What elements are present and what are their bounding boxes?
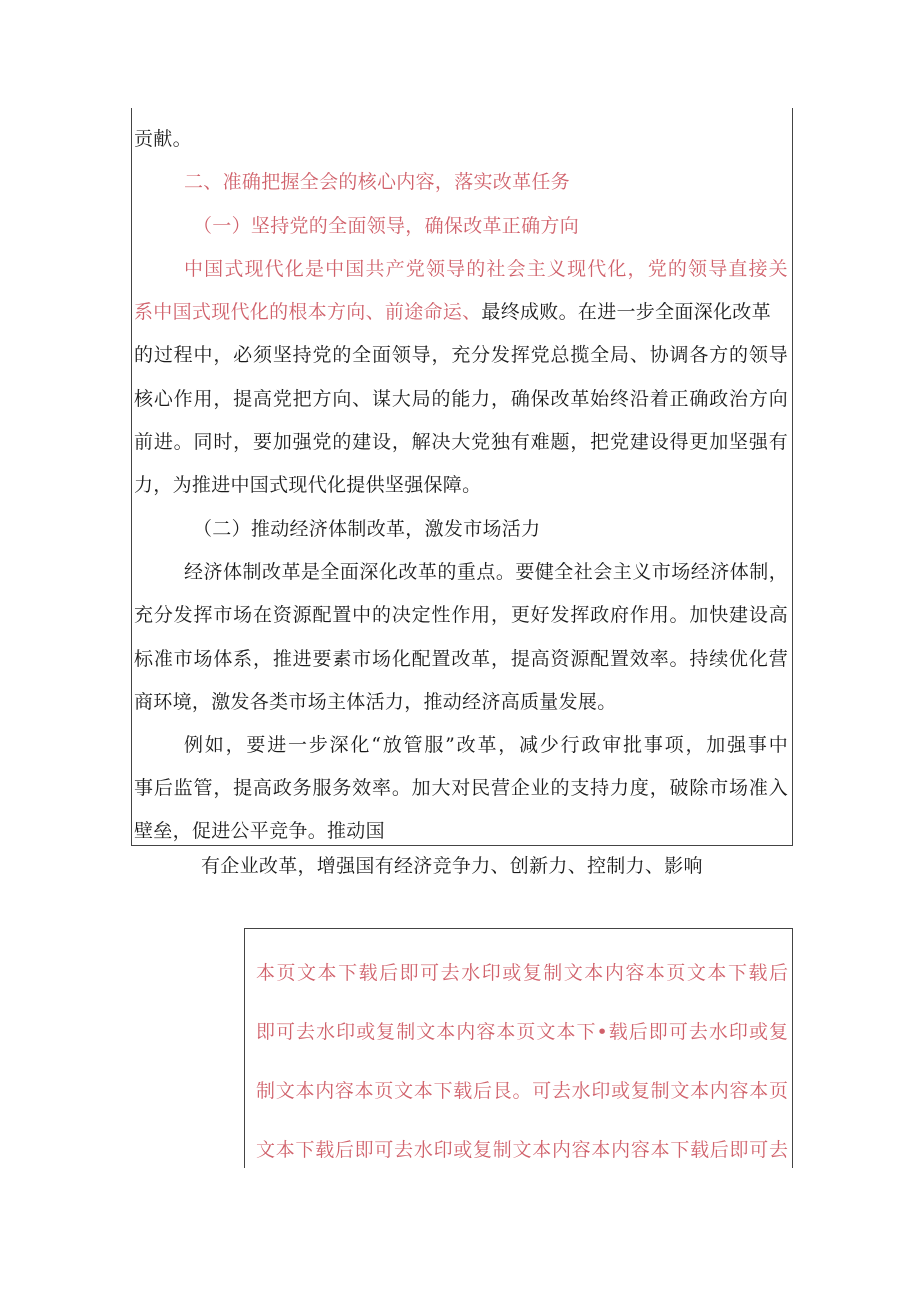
subheading-2: （二）推动经济体制改革，激发市场活力 xyxy=(193,518,541,540)
section-heading-2: 二、准确把握全会的核心内容，落实改革任务 xyxy=(184,171,571,193)
paragraph-4-line-2: 事后监管，提高政务服务效率。加大对民营企业的支持力度，破除市场准入 xyxy=(134,777,788,799)
paragraph-3-line-2: 充分发挥市场在资源配置中的决定性作用，更好发挥政府作用。加快建设高 xyxy=(134,604,788,626)
paragraph-4-line-3: 壁垒，促进公平竞争。推动国 xyxy=(134,820,385,842)
watermark-line-3: 制文本内容本页文本下载后艮。可去水印或复制文本内容本页 xyxy=(256,1080,788,1102)
overflow-line: 有企业改革，增强国有经济竞争力、创新力、控制力、影响 xyxy=(201,855,703,877)
paragraph-2-line-1: 中国式现代化是中国共产党领导的社会主义现代化，党的领导直接关 xyxy=(184,258,788,280)
paragraph-3-line-1: 经济体制改革是全面深化改革的重点。要健全社会主义市场经济体制， xyxy=(184,561,788,583)
paragraph-2-line-3: 的过程中，必须坚持党的全面领导，充分发挥党总揽全局、协调各方的领导 xyxy=(134,344,788,366)
paragraph-2-line-6: 力，为推进中国式现代化提供坚强保障。 xyxy=(134,474,482,496)
subheading-1: （一）坚持党的全面领导，确保改革正确方向 xyxy=(193,215,580,237)
paragraph-2-line-2 xyxy=(134,299,771,325)
paragraph-2-line-4: 核心作用，提高党把方向、谋大局的能力，确保改革始终沿着正确政治方向 xyxy=(134,388,788,410)
paragraph-2-line-2-black: 最终成败。在进一步全面深化改革 xyxy=(481,301,771,323)
paragraph-4-line-1: 例如，要进一步深化“放管服”改革，减少行政审批事项，加强事中 xyxy=(184,734,788,756)
paragraph-tail: 贡献。 xyxy=(134,128,192,150)
watermark-line-2: 即可去水印或复制文本内容本页文本下•载后即可去水印或复 xyxy=(256,1021,788,1043)
paragraph-2-line-5: 前进。同时，要加强党的建设，解决大党独有难题，把党建设得更加坚强有 xyxy=(134,431,788,453)
paragraph-2-line-2-red: 系中国式现代化的根本方向、前途命运、 xyxy=(134,301,482,323)
watermark-line-4: 文本下载后即可去水印或复制文本内容本内容本下载后即可去 xyxy=(256,1139,788,1161)
watermark-line-1: 本页文本下载后即可去水印或复制文本内容本页文本下载后 xyxy=(256,962,788,984)
paragraph-3-line-4: 商环境，激发各类市场主体活力，推动经济高质量发展。 xyxy=(134,691,617,713)
paragraph-3-line-3: 标准市场体系，推进要素市场化配置改革，提高资源配置效率。持续优化营 xyxy=(134,648,788,670)
